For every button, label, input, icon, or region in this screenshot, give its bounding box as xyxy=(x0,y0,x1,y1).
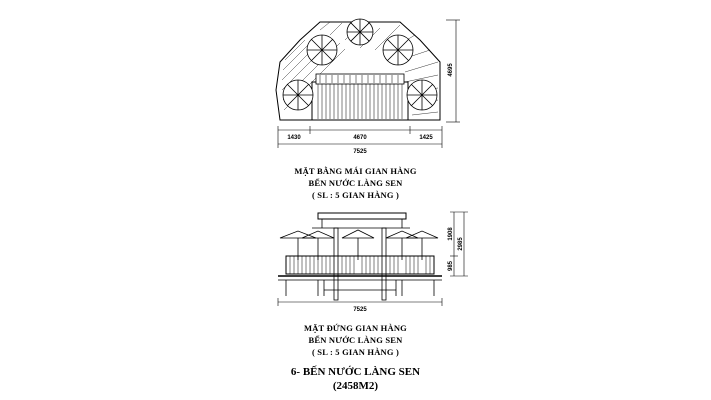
plan-caption-line-1: MẶT BẰNG MÁI GIAN HÀNG xyxy=(294,166,417,176)
plan-umbrella-1 xyxy=(307,35,337,65)
plan-umbrella-2 xyxy=(347,19,373,45)
plan-central-block xyxy=(312,82,408,120)
elevation-dim-total: 7525 xyxy=(353,307,367,313)
plan-dim-height: 4695 xyxy=(448,63,454,77)
elevation-railing-hatch xyxy=(290,256,430,274)
elevation-caption-line-2: BẾN NƯỚC LÀNG SEN xyxy=(308,335,403,345)
plan-umbrella-4 xyxy=(283,80,313,110)
plan-dim-center: 4670 xyxy=(353,135,367,141)
elevation-dimensions xyxy=(278,212,468,306)
elevation-caption-line-3: ( SL : 5 GIAN HÀNG ) xyxy=(311,347,400,357)
plan-umbrella-3 xyxy=(383,35,413,65)
elevation-piles xyxy=(286,280,434,296)
elevation-caption-line-1: MẶT ĐỨNG GIAN HÀNG xyxy=(303,323,407,333)
drawing-title: 6- BẾN NƯỚC LÀNG SEN xyxy=(290,366,421,378)
elevation-view xyxy=(278,212,468,306)
elevation-dim-h3: 985 xyxy=(448,260,454,272)
plan-dim-right: 1425 xyxy=(419,135,433,141)
plan-caption-line-3: ( SL : 5 GIAN HÀNG ) xyxy=(311,190,400,200)
elevation-roof xyxy=(318,213,406,219)
drawing-area: (2458M2) xyxy=(332,380,379,392)
plan-dim-total: 7525 xyxy=(353,149,367,155)
plan-dim-left: 1430 xyxy=(287,135,301,141)
elevation-railing xyxy=(286,256,434,274)
elevation-dim-h2: 2985 xyxy=(458,237,464,251)
plan-view xyxy=(276,19,460,148)
elevation-dim-h1: 1908 xyxy=(448,227,454,241)
plan-caption-line-2: BẾN NƯỚC LÀNG SEN xyxy=(308,178,403,188)
plan-umbrella-5 xyxy=(407,80,437,110)
